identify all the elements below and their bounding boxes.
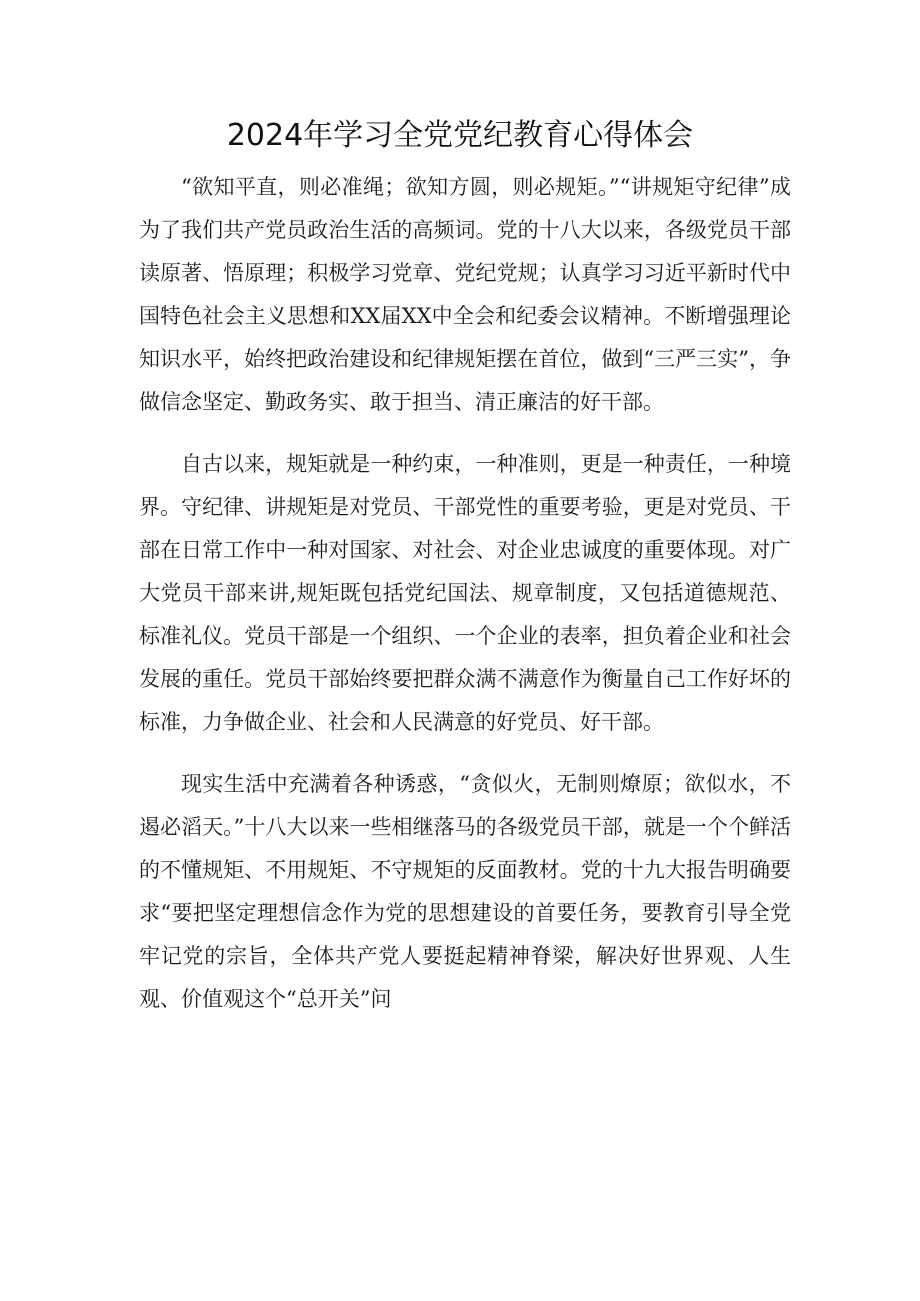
document-title: 2024年学习全党党纪教育心得体会 bbox=[226, 118, 694, 153]
paragraph-3: 现实生活中充满着各种诱惑，“贪似火，无制则燎原；欲似水，不遏必滔天。”十八大以来一些相继落马的各级党员干部，就是一个个鲜活的不懂规矩、不用规矩、不守规矩的反面教材。党的十九大报告明确要求“要把坚定理想信念作为党的思想建设的首要任务，要教育引导全党牢记党的宗旨，全体共产党人要挺起精神脊梁，解决好世界观、人生观、价值观这个“总开关”问 bbox=[139, 772, 791, 1011]
paragraph-1: “欲知平直，则必准绳；欲知方圆，则必规矩。”“讲规矩守纪律”成为了我们共产党员政治生活的高频词。党的十八大以来，各级党员干部读原著、悟原理；积极学习党章、党纪党规；认真学习习近平新时代中国特色社会主义思想和XX届XX中全会和纪委会议精神。不断增强理论知识水平，始终把政治建设和纪律规矩摆在首位，做到“三严三实”，争做信念坚定、勤政务实、敢于担当、清正廉洁的好干部。 bbox=[139, 175, 791, 414]
paragraph-2: 自古以来，规矩就是一种约束，一种准则，更是一种责任，一种境界。守纪律、讲规矩是对党员、干部党性的重要考验，更是对党员、干部在日常工作中一种对国家、对社会、对企业忠诚度的重要体现。对广大党员干部来讲,规矩既包括党纪国法、规章制度，又包括道德规范、标准礼仪。党员干部是一个组织、一个企业的表率，担负着企业和社会发展的重任。党员干部始终要把群众满不满意作为衡量自己工作好坏的标准，力争做企业、社会和人民满意的好党员、好干部。 bbox=[139, 452, 791, 734]
document-body bbox=[139, 166, 791, 1040]
